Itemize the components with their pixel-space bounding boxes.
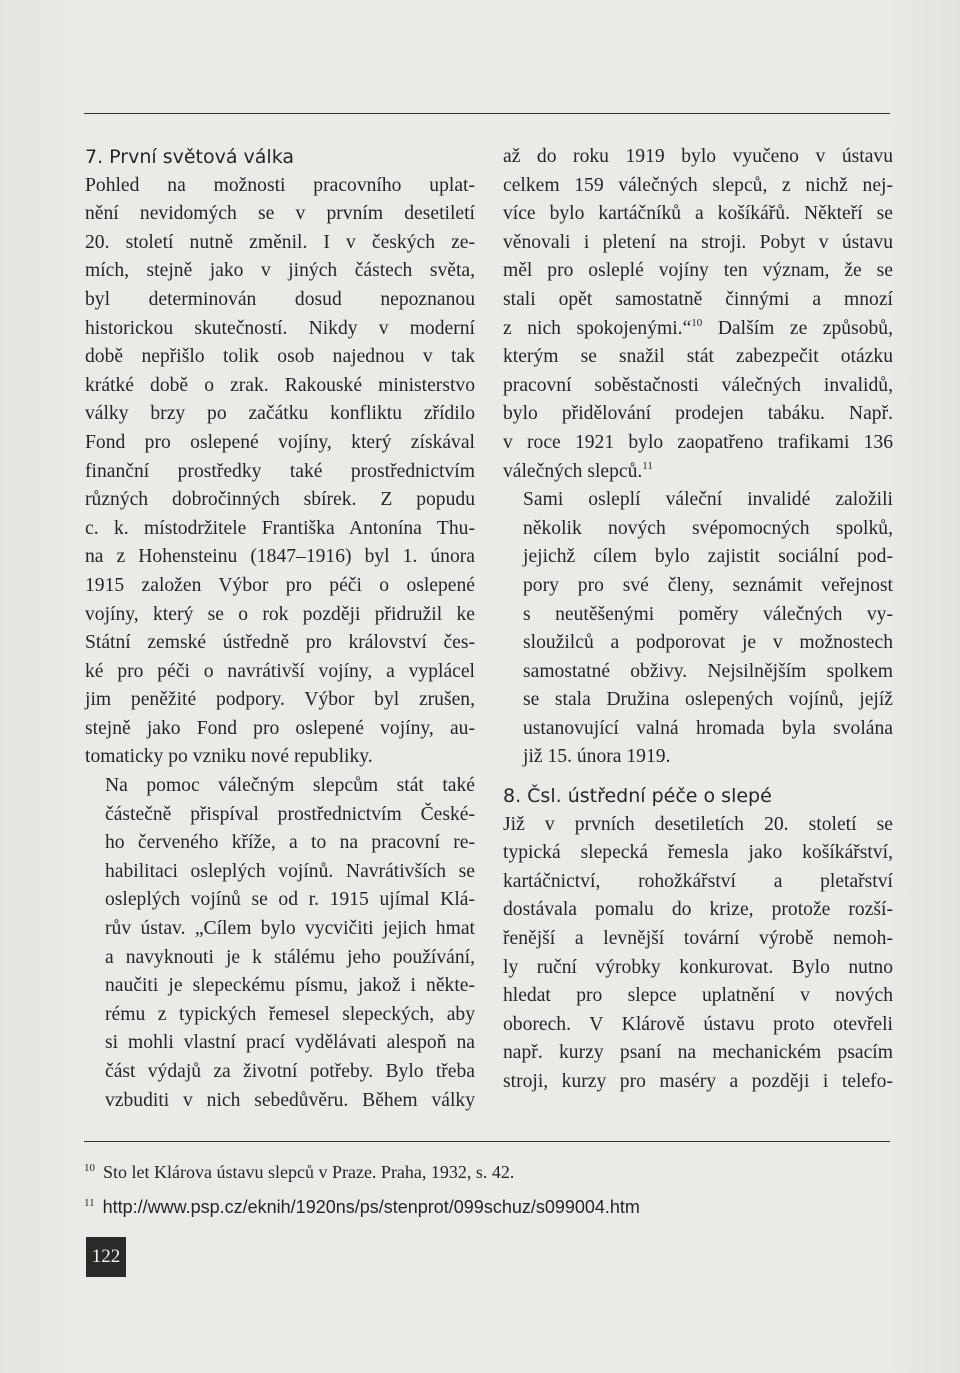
- footnote-rule: [84, 1141, 890, 1142]
- text-line: Na pomoc válečným slepcům stát také: [105, 775, 475, 797]
- text-line: c. k. místodržitele Františka Antonína Thu-: [85, 517, 475, 539]
- right-paragraph-3: [503, 811, 893, 1097]
- text-line: z nich spokojenými.“$^{10}$ Dalším ze způsobů,: [503, 316, 893, 339]
- text-line: několik nových svépomocných spolků,: [523, 517, 893, 539]
- right-paragraph-1: [503, 143, 893, 486]
- text-line: dostávala pomalu do krize, protože rozší-: [503, 899, 893, 921]
- text-line: mích, stejně jako v jiných částech světa,: [85, 260, 475, 282]
- text-line: měl pro oslepl‌é vojíny ten význam, že se: [503, 260, 893, 282]
- text-line: jejichž cílem bylo zajistit sociální pod-: [523, 546, 893, 568]
- text-line: 20. století nutně změnil. I v českých ze-: [85, 231, 475, 253]
- text-line: tomaticky po vzniku nové republiky.: [85, 746, 373, 768]
- footnote-ref-11[interactable]: 11: [642, 459, 653, 472]
- text-line: různých dobročinných sbírek. Z popudu: [85, 489, 475, 511]
- text-line: stejně jako Fond pro oslepené vojíny, au-: [85, 717, 475, 739]
- footnote-number: 11: [84, 1197, 95, 1209]
- footnote-text: Sto let Klárova ústavu slepců v Praze. Praha, 1932, s. 42.: [103, 1162, 515, 1182]
- text-line: jim peněžité podpory. Výbor byl zrušen,: [85, 689, 475, 711]
- text-line: část výdajů za životní potřeby. Bylo třeba: [105, 1061, 475, 1082]
- text-line: až do roku 1919 bylo vyučeno v ústavu: [503, 146, 893, 167]
- text-line: rému z typických řemesel slepeckých, aby: [105, 1003, 475, 1025]
- text-line: války brzy po začátku konfliktu zřídilo: [85, 403, 475, 425]
- text-line: typická slepecká řemesla jako košíkářství,: [503, 842, 893, 864]
- section-heading-7: 7. První světová válka: [85, 146, 295, 168]
- footnotes: [84, 1153, 890, 1223]
- text-line: např. kurzy psaní na mechanickém psacím: [503, 1042, 893, 1064]
- text-fragment: Dalším ze způsobů,: [702, 317, 893, 339]
- text-line: více bylo kartáčníků a košíkářů. Někteří se: [503, 203, 893, 225]
- text-line: si mohli vlastní prací vydělávati alespoň na: [105, 1032, 475, 1054]
- text-line: a navyknouti je k stálému jeho používání,: [105, 946, 475, 968]
- footnote-10: [84, 1153, 890, 1188]
- text-line: sloužilců a podporovat je v možnostech: [523, 632, 893, 654]
- text-line: době nepřišlo tolik osob najednou v tak: [85, 346, 475, 368]
- text-line: Pohled na možnosti pracovního uplat-: [85, 174, 475, 196]
- text-line: na z Hohensteinu (1847–1916) byl 1. února: [85, 546, 475, 568]
- text-line: byl determinován dosud nepoznanou: [85, 288, 475, 310]
- text-line: ly ruční výrobky konkurovat. Bylo nutno: [503, 956, 893, 978]
- text-line: ustanovující valná hromada byla svolána: [523, 717, 893, 739]
- text-line: rův ústav. „Cílem bylo vycvičiti jejich hmat: [105, 918, 475, 940]
- text-line: ho červeného kříže, a to na pracovní re-: [105, 832, 475, 854]
- text-line: stroji, kurzy pro maséry a později i telefo-: [503, 1071, 893, 1092]
- left-column: [85, 143, 475, 1115]
- text-line: řenější a levnější tovární výrobě nemoh-: [503, 928, 893, 950]
- text-line: Fond pro oslepené vojíny, který získával: [85, 431, 475, 453]
- text-line: naučiti je slepeckému písmu, jakož i někte-: [105, 975, 475, 997]
- text-line: historickou skutečností. Nikdy v moderní: [85, 317, 475, 339]
- text-line: samostatné obživy. Nejsilnějším spolkem: [523, 660, 893, 682]
- text-line: finanční prostředky také prostřednictvím: [85, 460, 475, 482]
- footnote-ref-10[interactable]: 10: [691, 316, 703, 329]
- text-line: habilitaci oslepl‌ých vojínů. Navrátivších se: [105, 860, 475, 882]
- text-line: pory pro své členy, seznámit veřejnost: [523, 574, 893, 596]
- footnote-number: 10: [84, 1162, 95, 1174]
- right-column: [503, 143, 893, 1097]
- footnote-link[interactable]: http://www.psp.cz/eknih/1920ns/ps/stenprot/099schuz/s099004.htm: [102, 1197, 640, 1217]
- text-line: se stala Družina oslepených vojínů, jejíž: [523, 689, 893, 711]
- text-line: pracovní soběstačnosti válečných invalidů,: [503, 374, 893, 396]
- text-line: hledat pro slepce uplatnění v nových: [503, 985, 893, 1007]
- text-line: Státní zemské ústředně pro království čes-: [85, 632, 475, 654]
- text-fragment: válečných slepců.: [503, 460, 643, 482]
- text-line: částečně přispíval prostřednictvím České-: [105, 803, 475, 825]
- text-line: kartáčnictví, rohožkářství a pletařství: [503, 870, 893, 892]
- text-line: nění nevidomých se v prvním desetiletí: [85, 203, 475, 225]
- text-line: ké pro péči o navrátivší vojíny, a vyplácel: [85, 660, 475, 682]
- left-paragraph-1: [85, 172, 475, 772]
- text-line: oslepl‌ých vojínů se od r. 1915 ujímal Klá-: [105, 889, 475, 911]
- page-number: 122: [86, 1237, 126, 1277]
- text-line: oborech. V Klárově ústavu proto otevřeli: [503, 1013, 893, 1035]
- text-line: krátké době o zrak. Rakouské ministerstvo: [85, 374, 475, 396]
- text-line: vojíny, který se o rok později přidružil ke: [85, 603, 475, 625]
- text-line: kterým se snažil stát zabezpečit otázku: [503, 346, 893, 368]
- left-paragraph-2: [85, 772, 475, 1115]
- right-paragraph-2: [503, 486, 893, 772]
- section-heading-8: 8. Čsl. ústřední péče o slepé: [503, 785, 772, 808]
- text-line: stali opět samostatně činnými a mnozí: [503, 288, 893, 310]
- text-line: celkem 159 válečných slepců, z nichž nej-: [503, 174, 893, 196]
- footnote-11: [84, 1188, 890, 1223]
- text-line: [503, 458, 893, 487]
- text-line: v roce 1921 bylo zaopatřeno trafikami 136: [503, 431, 893, 453]
- text-line: 1915 založen Výbor pro péči o oslepené: [85, 574, 475, 596]
- text-line: vzbuditi v nich sebedůvěru. Během války: [105, 1089, 475, 1111]
- top-rule: [84, 113, 890, 114]
- text-line: Sami oslepl‌í váleční invalidé založili: [523, 489, 893, 511]
- text-line: bylo přidělování prodejen tabáku. Např.: [503, 403, 893, 425]
- text-line: věnovali i pletení na stroji. Pobyt v ústavu: [503, 231, 893, 253]
- text-line: s neutěšenými poměry válečných vy-: [523, 603, 893, 625]
- text-line: Již v prvních desetiletích 20. století se: [503, 813, 893, 835]
- text-line: již 15. února 1919.: [523, 746, 671, 768]
